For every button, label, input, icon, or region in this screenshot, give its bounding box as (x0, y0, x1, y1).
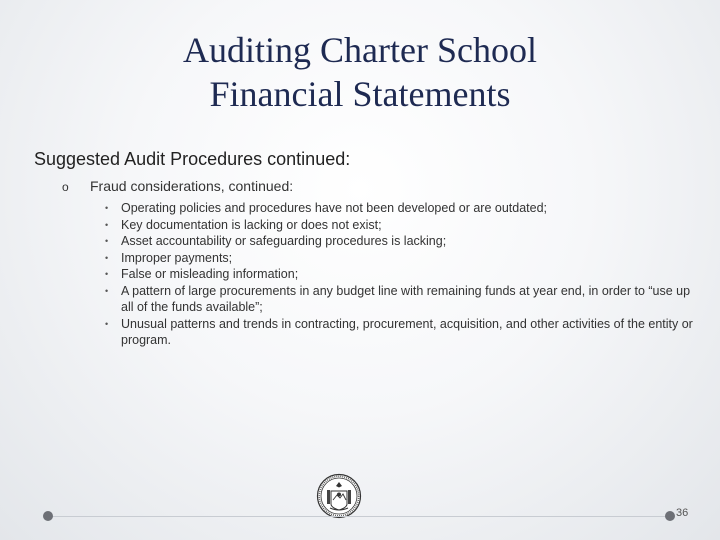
bullet-item (102, 250, 698, 267)
sub-point (62, 178, 293, 194)
sub-point-marker: o (62, 180, 69, 194)
bullet-text: Improper payments; (121, 250, 233, 265)
bullet-marker: • (105, 219, 109, 230)
bullet-item (102, 217, 698, 234)
bullet-item (102, 266, 698, 283)
bullet-marker: • (105, 203, 109, 213)
bullet-marker: • (105, 269, 109, 279)
footer-dot-right (665, 511, 675, 521)
seal-icon (316, 473, 362, 519)
bullet-list (102, 200, 698, 349)
bullet-marker: • (105, 318, 109, 329)
bullet-text: Unusual patterns and trends in contracting, procurement, acquisition, and other activities of the entity or program. (121, 316, 693, 347)
footer-dot-left (43, 511, 53, 521)
bullet-marker: • (105, 236, 109, 246)
page-number: 36 (676, 507, 689, 519)
slide-title-line-1: Auditing Charter School (183, 30, 537, 70)
bullet-item (102, 316, 698, 349)
sub-point-text: Fraud considerations, continued: (90, 178, 294, 194)
slide-title (0, 28, 720, 116)
slide-title-line-2: Financial Statements (209, 74, 511, 114)
bullet-text: Asset accountability or safeguarding procedures is lacking; (121, 234, 447, 248)
footer-rule (48, 516, 670, 517)
bullet-text: Operating policies and procedures have not been developed or are outdated; (121, 201, 547, 215)
bullet-text: False or misleading information; (121, 267, 299, 281)
bullet-text: Key documentation is lacking or does not exist; (121, 217, 382, 232)
bullet-item (102, 283, 698, 316)
bullet-text: A pattern of large procurements in any budget line with remaining funds at year end, in order to “use up all of the funds available”; (121, 283, 691, 314)
state-seal-logo (316, 473, 362, 519)
bullet-item (102, 233, 698, 250)
bullet-marker: • (105, 252, 109, 263)
section-heading: Suggested Audit Procedures continued: (34, 149, 351, 169)
bullet-marker: • (105, 285, 109, 296)
bullet-item (102, 200, 698, 217)
